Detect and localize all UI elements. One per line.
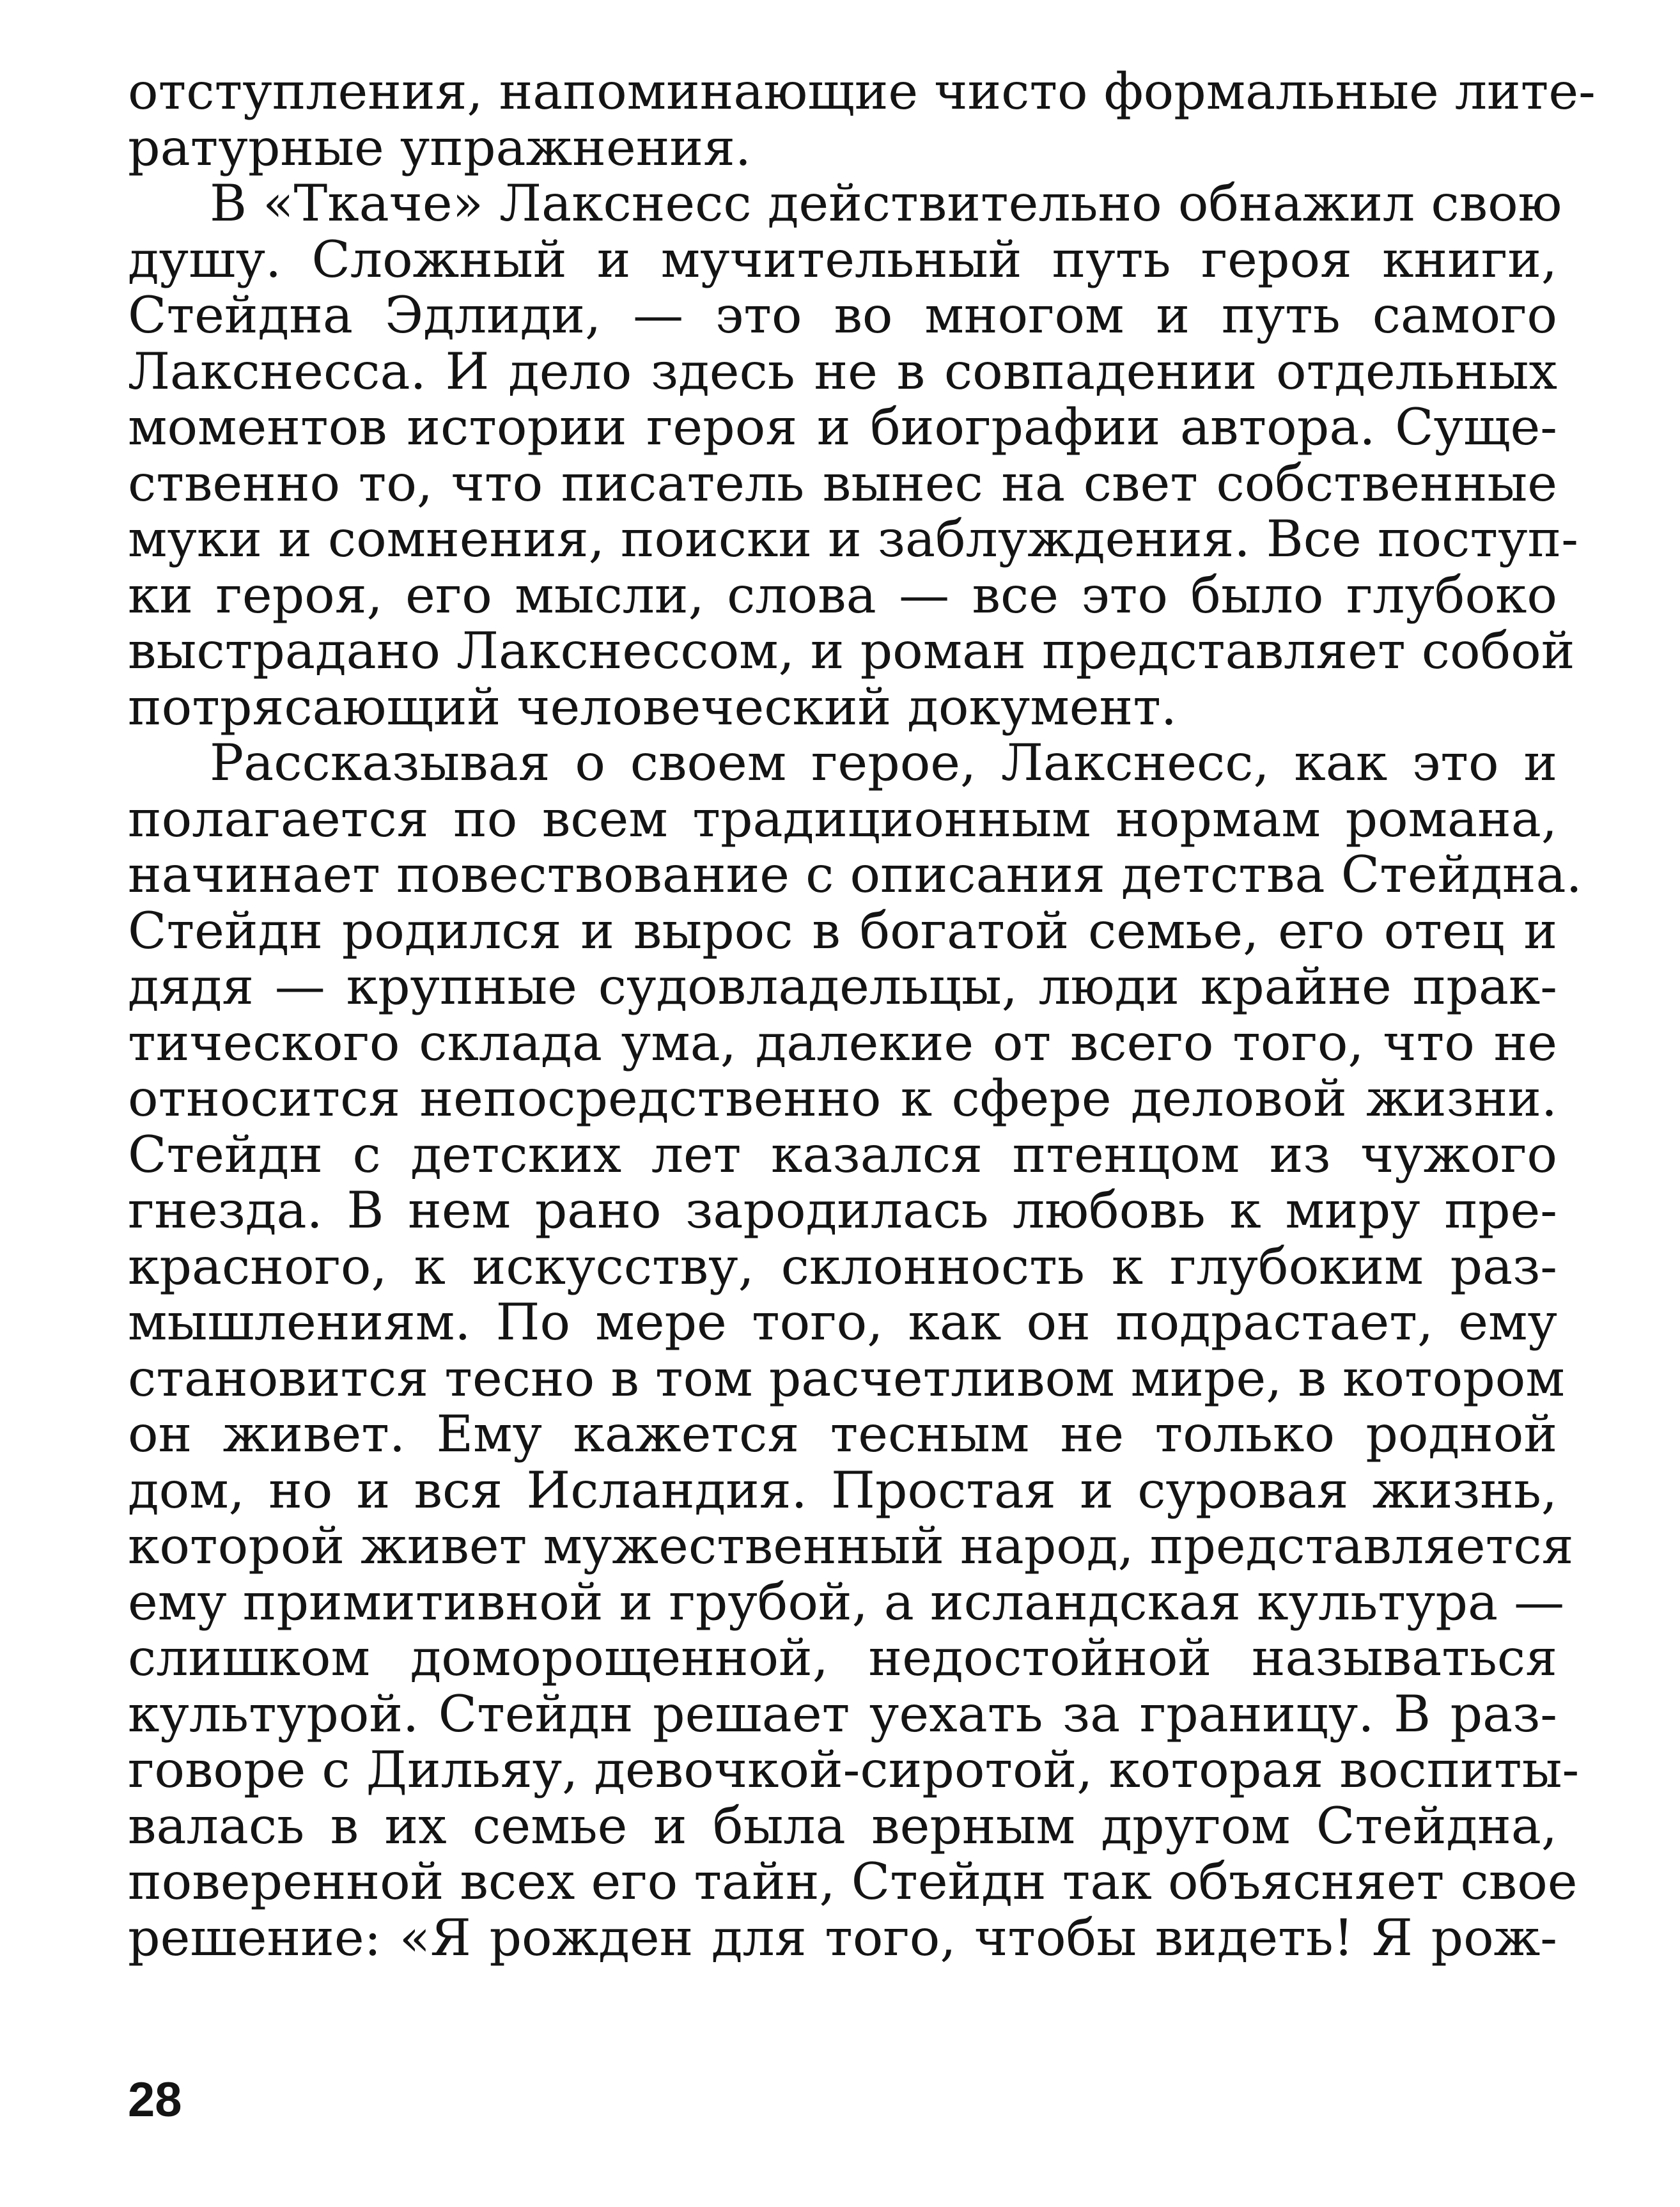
text-line: ки героя, его мысли, слова — все это было глубоко	[128, 565, 1557, 625]
text-line: дом, но и вся Исландия. Простая и суровая жизнь,	[128, 1460, 1557, 1520]
text-line: Стейдн с детских лет казался птенцом из чужого	[128, 1125, 1557, 1184]
text-line: муки и сомнения, поиски и заблуждения. Все поступ-	[128, 510, 1578, 568]
text-line: валась в их семье и была верным другом Стейдна,	[128, 1796, 1557, 1855]
text-line: потрясающий человеческий документ.	[128, 677, 1178, 737]
text-line: ратурные упражнения.	[128, 118, 751, 177]
body-text	[128, 62, 1596, 1967]
text-line: гнезда. В нем рано зародилась любовь к миру пре-	[128, 1181, 1557, 1240]
book-page	[128, 62, 1596, 2174]
text-line: красного, к искусству, склонность к глубоким раз-	[128, 1236, 1557, 1296]
text-line: становится тесно в том расчетливом мире, в котором	[128, 1348, 1565, 1408]
text-line: которой живет мужественный народ, представляется	[128, 1517, 1574, 1575]
text-line: Стейдн родился и вырос в богатой семье, его отец и	[128, 901, 1557, 960]
text-line: отступления, напоминающие чисто формальные лите-	[128, 62, 1596, 121]
text-line: начинает повествование с описания детства Стейдна.	[128, 845, 1582, 904]
text-line: ственно то, что писатель вынес на свет собственные	[128, 453, 1557, 513]
text-line: Стейдна Эдлиди, — это во многом и путь самого	[128, 286, 1557, 345]
text-line: дядя — крупные судовладельцы, люди крайне прак-	[128, 957, 1557, 1016]
text-line: говоре с Дильяу, девочкой-сиротой, которая воспиты-	[128, 1740, 1580, 1799]
text-line: он живет. Ему кажется тесным не только родной	[128, 1405, 1557, 1463]
text-line: Лакснесса. И дело здесь не в совпадении отдельных	[128, 341, 1557, 401]
text-line: слишком доморощенной, недостойной называться	[128, 1628, 1557, 1687]
text-line: относится непосредственно к сфере деловой жизни.	[128, 1069, 1557, 1128]
page-number: 28	[128, 2073, 182, 2127]
text-line: выстрадано Лакснессом, и роман представляет собой	[128, 621, 1575, 680]
text-line: Рассказывая о своем герое, Лакснесс, как это и	[210, 733, 1557, 792]
text-line: поверенной всех его тайн, Стейдн так объясняет свое	[128, 1852, 1578, 1911]
text-line: культурой. Стейдн решает уехать за границу. В раз-	[128, 1684, 1557, 1743]
text-line: В «Ткаче» Лакснесс действительно обнажил свою	[210, 174, 1562, 233]
text-line: решение: «Я рожден для того, чтобы видеть! Я рож-	[128, 1908, 1557, 1967]
text-line: ему примитивной и грубой, а исландская культура —	[128, 1572, 1565, 1632]
text-line: полагается по всем традиционным нормам романа,	[128, 789, 1557, 848]
text-line: моментов истории героя и биографии автора. Суще-	[128, 398, 1557, 456]
text-line: мышлениям. По мере того, как он подрастает, ему	[128, 1293, 1557, 1352]
text-line: тического склада ума, далекие от всего того, что не	[128, 1013, 1557, 1072]
text-line: душу. Сложный и мучительный путь героя книги,	[128, 230, 1557, 289]
